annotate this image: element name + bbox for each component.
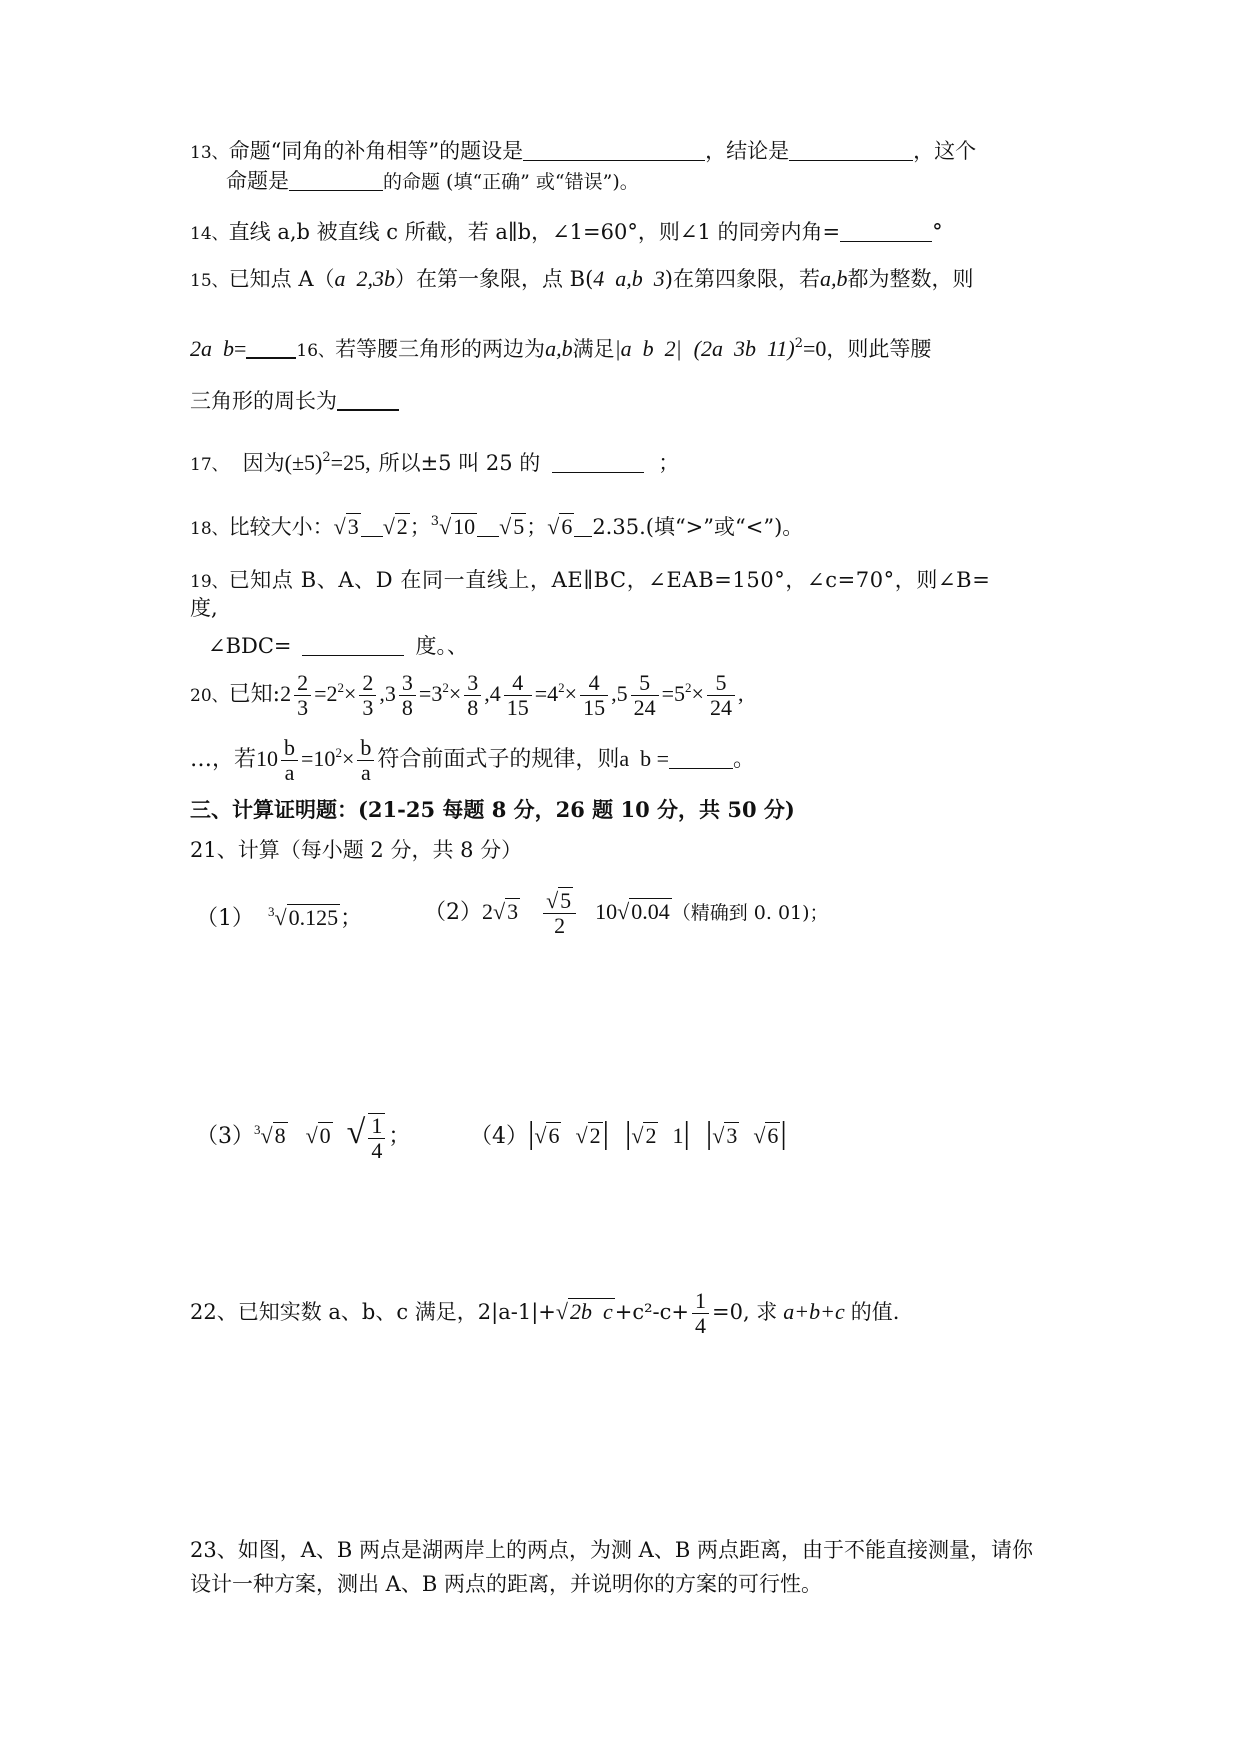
q15-blank[interactable] <box>246 335 296 359</box>
question-13-line-2 <box>226 167 639 196</box>
q19-blank-bdc[interactable] <box>302 633 404 656</box>
question-19-line-2 <box>190 594 218 622</box>
q23-line-2: 设计一种方案，测出 A、B 两点的距离，并说明你的方案的可行性。 <box>190 1572 822 1596</box>
q21-part-1: （1） $^3$√0.125； <box>196 904 363 931</box>
q20-blank[interactable] <box>669 746 733 769</box>
q17-number: 17、 <box>190 455 229 475</box>
q21-p4-radicand-3: 2 <box>645 1123 657 1148</box>
q20-frac-1b: $\frac{2}{3}$ <box>359 671 376 720</box>
q21-p2-radicand-2: 0.04 <box>631 899 670 924</box>
q21-p2-radicand-1: 3 <box>507 899 519 924</box>
q20-term-1: 2 <box>280 681 292 706</box>
q13-text-1: 命题“同角的补角相等”的题设是 <box>228 139 524 163</box>
q14-text-2: ° <box>932 220 943 244</box>
q18-text-1: 比较大小： <box>228 515 334 539</box>
q22-text-1: 已知实数 a、b、c 满足，2|a-1|+ <box>237 1300 556 1324</box>
q13-text-2: ，结论是 <box>705 139 790 163</box>
q16-text-2: 满足 <box>572 337 615 361</box>
question-22: 22、已知实数 a、b、c 满足，2|a-1|+√2b c+c²-c+ $\frac{1}{4}$ =0, 求 a+b+c 的值. <box>190 1288 900 1338</box>
q23-number: 23、 <box>190 1538 238 1562</box>
q21-p4-radicand-5: 6 <box>767 1123 779 1148</box>
q21-p1-root-index: 3 <box>268 904 275 919</box>
q17-expr-2: =25, <box>330 450 371 475</box>
q18-radicand-4: 5 <box>513 514 525 539</box>
q22-number: 22、 <box>190 1300 238 1324</box>
question-20-line-2: …，若10 $\frac{b}{a}$ $=10^2\times$ $\frac{b}{a}$ 符合前面式子的规律，则a b = 。 <box>190 735 756 786</box>
question-17 <box>190 444 679 479</box>
q13-number: 13、 <box>190 143 229 163</box>
q17-text-2: 所以±5 叫 25 的 <box>378 451 541 475</box>
q21-p3-radicand-1: 8 <box>274 1123 286 1148</box>
q21-part-3: $(3)^3√8$ √0 √ $\frac{1}{4}$ ； <box>196 1112 411 1163</box>
q18-radicand-2: 2 <box>396 514 408 539</box>
q14-blank[interactable] <box>840 219 932 242</box>
q19-line-2: 度, <box>190 596 218 620</box>
q16-text-3: ，则此等腰 <box>826 337 932 361</box>
q13-blank-truth[interactable] <box>289 168 383 191</box>
q20-end: 。 <box>733 746 756 771</box>
q16-vars: a,b <box>545 336 573 361</box>
question-23 <box>190 1536 1033 1564</box>
q19-line-3b: 度。、 <box>415 634 469 658</box>
section-3-heading <box>190 796 795 824</box>
q19-line-3a: ∠BDC= <box>208 634 292 658</box>
q22-expr: a+b+c <box>783 1299 845 1324</box>
q21-part-2: （2）2√3 $\frac{√5}{2}$ 10√0.04 （精确到 0. 01)； <box>424 888 829 939</box>
q18-sep-1: ； <box>409 515 431 539</box>
q21-p4-radicand-2: 2 <box>589 1123 601 1148</box>
q15-number: 15、 <box>190 271 229 291</box>
q19-number: 19、 <box>190 572 229 592</box>
q21-p2-label: （2） <box>424 900 482 925</box>
q16-text-1: 若等腰三角形的两边为 <box>335 337 546 361</box>
q20-line2-a: …，若 <box>190 747 257 772</box>
q18-radicand-1: 3 <box>347 514 359 539</box>
question-21 <box>190 836 522 864</box>
q21-p4-radicand-4: 3 <box>726 1123 738 1148</box>
q20-term-3: 4 <box>489 681 501 706</box>
q20-text-1: 已知: <box>228 682 281 707</box>
q15-expr-b: 4 a,b 3 <box>593 266 665 291</box>
q15-text-4: 都为整数，则 <box>847 267 974 291</box>
q17-blank[interactable] <box>552 450 644 473</box>
q13-line2-b: 的命题 (填“正确” 或“错误”)。 <box>383 171 639 193</box>
q15-expr-a: a 2,3b <box>334 266 395 291</box>
q13-blank-hypothesis[interactable] <box>523 138 705 161</box>
q16-square: 2 <box>794 336 803 351</box>
section-3-title: 三、计算证明题：(21-25 每题 8 分，26 题 10 分，共 50 分) <box>190 797 795 822</box>
q17-square: 2 <box>322 450 331 465</box>
q21-p4-label: （4） <box>470 1124 528 1149</box>
q16-paren-expr: (2a 3b 11) <box>693 336 795 361</box>
q22-text-4: 的值. <box>850 1300 900 1324</box>
question-14 <box>190 218 943 248</box>
q20-frac-4b: $\frac{5}{24}$ <box>707 671 735 720</box>
q14-number: 14、 <box>190 224 229 244</box>
q18-blank-1[interactable] <box>361 514 383 537</box>
q17-expr: (±5) <box>284 450 323 475</box>
q20-frac-2: $\frac{3}{8}$ <box>399 671 416 720</box>
q20-term-2: 3 <box>384 681 396 706</box>
q20-frac-4: $\frac{5}{24}$ <box>631 671 659 720</box>
q21-text: 计算（每小题 2 分，共 8 分） <box>237 838 523 862</box>
q13-text-3: ，这个 <box>913 139 977 163</box>
q20-frac-3b: $\frac{4}{15}$ <box>580 671 608 720</box>
q20-frac-5: $\frac{b}{a}$ <box>281 736 298 785</box>
q15-equals: = <box>234 336 247 361</box>
q18-root-index: 3 <box>430 514 440 529</box>
q22-radicand: 2b c <box>569 1299 613 1324</box>
q21-p4-one: 1 <box>672 1123 684 1148</box>
question-19 <box>190 566 990 596</box>
q18-radicand-5: 6 <box>561 514 573 539</box>
q19-text-1: 已知点 B、A、D 在同一直线上，AE∥BC，∠EAB=150°，∠c=70°，则∠B= <box>228 568 991 592</box>
q21-p2-fraction: $\frac{√5}{2}$ <box>543 889 576 938</box>
q21-p3-radicand-2: 0 <box>319 1123 331 1148</box>
q20-frac-5b: $\frac{b}{a}$ <box>357 736 374 785</box>
q22-text-2: +c²-c+ <box>614 1300 689 1324</box>
q13-line2-a: 命题是 <box>226 169 289 193</box>
q18-tail: 2.35.(填“>”或“<”)。 <box>592 515 804 539</box>
question-16-line-2 <box>190 387 399 415</box>
question-23-line-2 <box>190 1570 822 1598</box>
q16-eq-zero: =0 <box>802 336 827 361</box>
q15-text-1: 已知点 A（ <box>228 267 335 291</box>
q16-blank[interactable] <box>337 387 399 411</box>
question-20: 20、已知:2 $\frac{2}{3}$ $=2^2\times$ $\frac{2}{3}$ ,3 $\frac{3}{8}$ $=3^2\times$ $\frac{3}{8}$ ,4 $\frac{4}{15}$ $=4^2\times$ $\frac{4}{15}$ ,5 $\frac{5}{24}$ $=5^2\times$ $\frac{5}{24}$ , <box>190 670 744 721</box>
q17-end: ； <box>658 451 680 475</box>
q15-vars: a,b <box>820 266 848 291</box>
question-13 <box>190 137 976 167</box>
q21-p2-end: （精确到 0. 01)； <box>671 902 829 924</box>
q21-p3-root-index: 3 <box>254 1122 261 1137</box>
q21-part-4: （4）|√6 √2| |√2 1| |√3 √6| <box>470 1114 787 1150</box>
q22-text-3: =0, 求 <box>711 1300 778 1324</box>
q21-number: 21、 <box>190 838 238 862</box>
q20-number: 20、 <box>190 686 229 706</box>
q14-text-1: 直线 a,b 被直线 c 所截，若 a∥b，∠1=60°，则∠1 的同旁内角= <box>228 220 841 244</box>
q20-frac-1: $\frac{2}{3}$ <box>294 671 311 720</box>
q20-answer-expr: a b = <box>619 746 670 771</box>
q21-p1-radicand: 0.125 <box>288 905 339 930</box>
q15-text-3: )在第四象限，若 <box>664 267 820 291</box>
q20-term-5: 10 <box>256 746 279 771</box>
q20-frac-2b: $\frac{3}{8}$ <box>464 671 481 720</box>
q21-p3-end: ； <box>388 1123 411 1148</box>
q18-sep-2: ； <box>526 515 548 539</box>
q18-radicand-3: 10 <box>453 514 476 539</box>
q16-abs-expr: |a b 2| <box>614 336 682 361</box>
q21-p4-radicand-1: 6 <box>548 1123 560 1148</box>
q16-line2-text: 三角形的周长为 <box>190 389 337 413</box>
question-19-line-3 <box>208 632 468 660</box>
q18-blank-3[interactable] <box>574 514 592 537</box>
q21-p1-label: （1） <box>196 906 254 931</box>
q15-text-2: ）在第一象限，点 B( <box>394 267 594 291</box>
q21-p3-fraction: $\frac{1}{4}$ <box>368 1113 385 1163</box>
question-15 <box>190 265 974 295</box>
q20-term-4: 5 <box>616 681 628 706</box>
q17-text-1: 因为 <box>242 451 285 475</box>
q16-number: 16、 <box>296 341 336 361</box>
q13-blank-conclusion[interactable] <box>789 138 913 161</box>
question-15-16 <box>190 330 931 365</box>
q21-p1-end: ； <box>340 905 363 930</box>
q15-answer-expr: 2a b <box>190 336 234 361</box>
q18-number: 18、 <box>190 519 229 539</box>
q18-blank-2[interactable] <box>477 514 499 537</box>
q20-line2-b: 符合前面式子的规律，则 <box>377 747 620 772</box>
q20-frac-3: $\frac{4}{15}$ <box>504 671 532 720</box>
q22-fraction: $\frac{1}{4}$ <box>692 1289 709 1338</box>
question-18: 18、比较大小：√3 √2；$^3$√10 √5；√6 2.35.(填“>”或“<”)。 <box>190 514 804 539</box>
q23-line-1: 如图，A、B 两点是湖两岸上的两点，为测 A、B 两点距离，由于不能直接测量，请你 <box>237 1538 1033 1562</box>
q21-p3-label: （3） <box>196 1124 254 1149</box>
